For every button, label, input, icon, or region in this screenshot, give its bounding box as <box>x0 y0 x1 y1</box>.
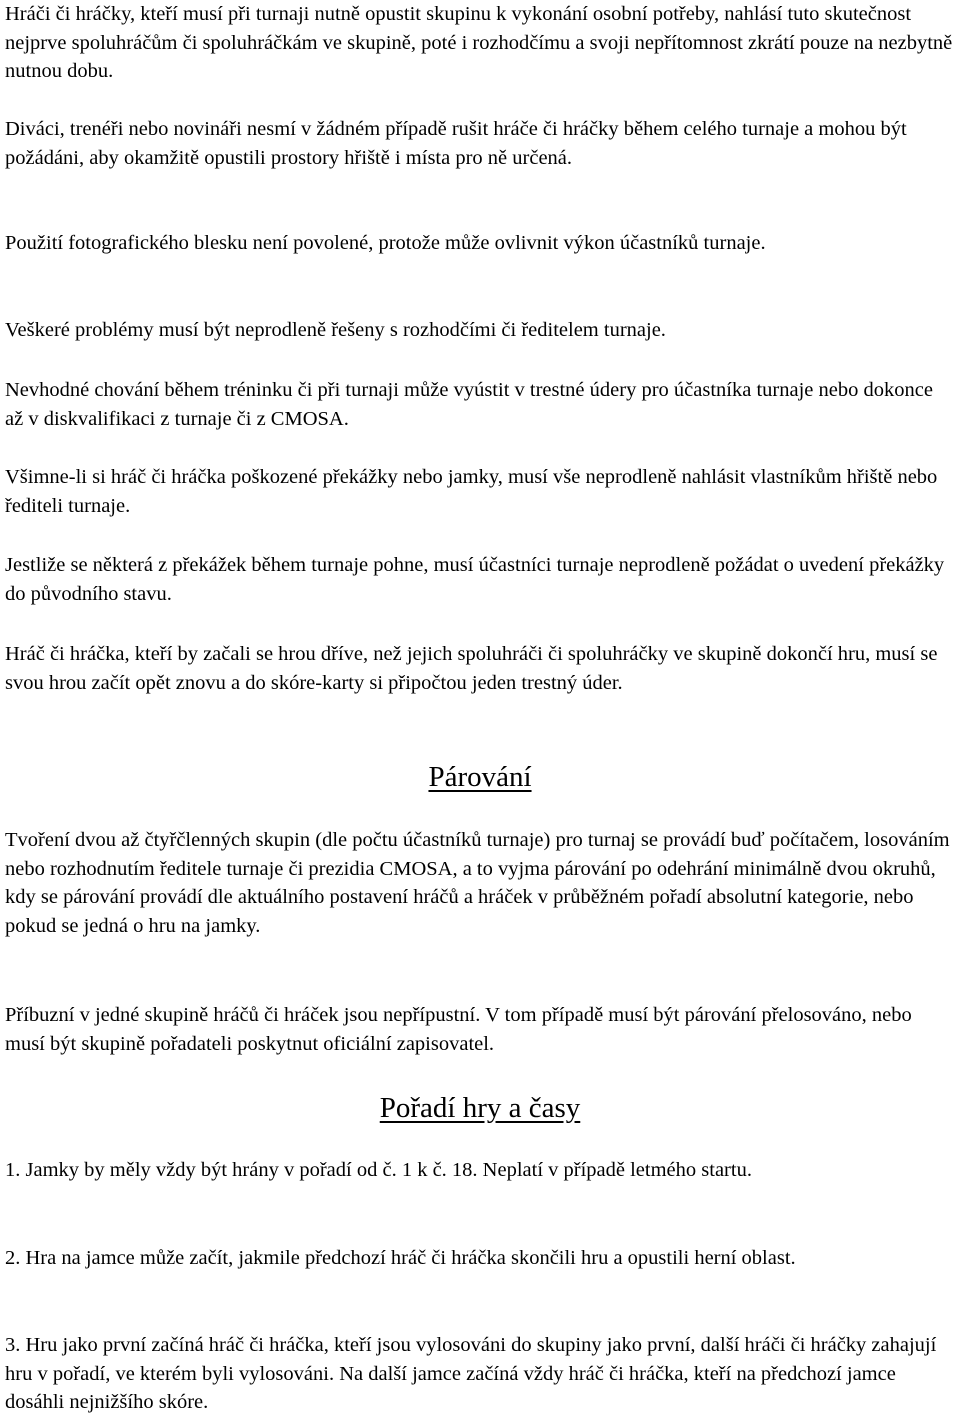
paragraph-group-formation: Tvoření dvou až čtyřčlenných skupin (dle počtu účastníků turnaje) pro turnaj se provádí buď počítačem, losováním nebo rozhodnutím ředitele turnaje či prezidia CMOSA, a to vyjma párování po odehrání minimálně dvou okruhů, kdy se párování provádí dle aktuálního postavení hráčů a hráček v průběžném pořadí absolutní kategorie, nebo pokud se jedná o hru na jamky. <box>5 829 950 937</box>
paragraph-behaviour: Nevhodné chování během tréninku či při turnaji může vyústit v trestné údery pro účastníka turnaje nebo dokonce až v diskvalifikaci z turnaje či z CMOSA. <box>5 379 933 430</box>
heading-parovani: Párování <box>428 761 532 793</box>
paragraph-absence: Hráči či hráčky, kteří musí při turnaji nutně opustit skupinu k vykonání osobní potřeby, nahlásí tuto skutečnost nejprve spoluhráčům či spoluhráčkám ve skupině, poté i rozhodčímu a svoji nepřítomnost zkrátí pouze na nezbytně nutnou dobu. <box>5 3 953 82</box>
paragraph-early-start: Hráč či hráčka, kteří by začali se hrou dříve, než jejich spoluhráči či spoluhráčky ve skupině dokončí hru, musí se svou hrou začít opět znovu a do skóre-karty si připočtou jeden trestný úder. <box>5 643 938 694</box>
list-item-play-order: 3. Hru jako první začíná hráč či hráčka, kteří jsou vylosováni do skupiny jako první, další hráči či hráčky zahajují hru v pořadí, ve kterém byli vylosováni. Na další jamce začíná vždy hráč či hráčka, kteří na předchozí jamce dosáhli nejnižšího skóre. <box>5 1334 937 1413</box>
paragraph-moved-obstacles: Jestliže se některá z překážek během turnaje pohne, musí účastníci turnaje neprodleně požádat o uvedení překážky do původního stavu. <box>5 554 945 605</box>
list-item-start-hole: 2. Hra na jamce může začít, jakmile předchozí hráč či hráčka skončili hru a opustili herní oblast. <box>5 1247 796 1269</box>
list-item-hole-order: 1. Jamky by měly vždy být hrány v pořadí od č. 1 k č. 18. Neplatí v případě letmého startu. <box>5 1159 752 1181</box>
paragraph-flash: Použití fotografického blesku není povolené, protože může ovlivnit výkon účastníků turnaje. <box>5 232 766 254</box>
paragraph-spectators: Diváci, trenéři nebo novináři nesmí v žádném případě rušit hráče či hráčky během celého turnaje a mohou být požádáni, aby okamžitě opustili prostory hřiště i místa pro ně určená. <box>5 118 907 169</box>
heading-poradi-hry: Pořadí hry a časy <box>379 1092 581 1124</box>
paragraph-damaged-obstacles: Všimne-li si hráč či hráčka poškozené překážky nebo jamky, musí vše neprodleně nahlásit vlastníkům hřiště nebo řediteli turnaje. <box>5 466 938 517</box>
paragraph-problems: Veškeré problémy musí být neprodleně řešeny s rozhodčími či ředitelem turnaje. <box>5 319 666 341</box>
paragraph-relatives: Příbuzní v jedné skupině hráčů či hráček jsou nepřípustní. V tom případě musí být párování přelosováno, nebo musí být skupině pořadateli poskytnut oficiální zapisovatel. <box>5 1004 912 1055</box>
